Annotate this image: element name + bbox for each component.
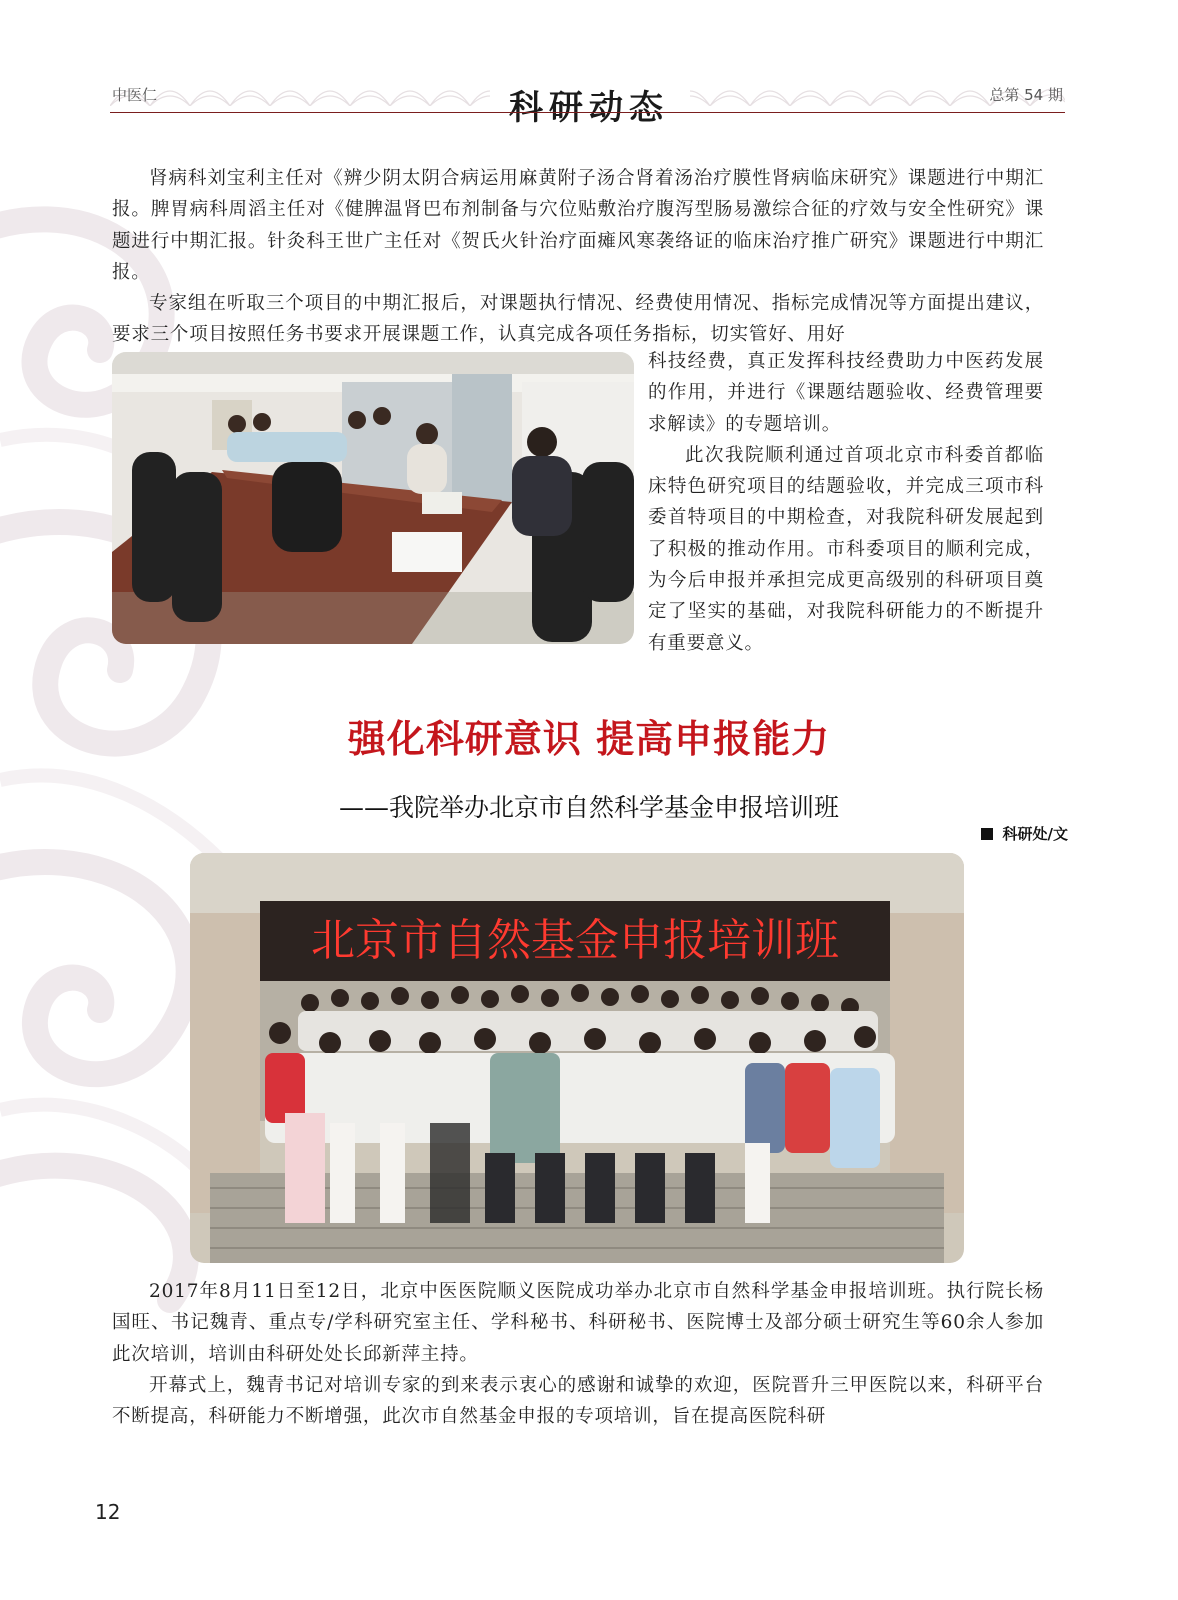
page-number: 12 — [95, 1500, 121, 1524]
paragraph: 专家组在听取三个项目的中期汇报后，对课题执行情况、经费使用情况、指标完成情况等方面提出建议，要求三个项目按照任务书要求开展课题工作，认真完成各项任务指标，切实管好、用好 — [112, 293, 1044, 346]
paragraph: 2017年8月11日至12日，北京中医医院顺义医院成功举办北京市自然科学基金申报培训班。执行院长杨国旺、书记魏青、重点专/学科研究室主任、学科秘书、科研秘书、医院博士及部分硕士研究生等60余人参加此次培训，培训由科研处处长邱新萍主持。 — [112, 1281, 1044, 1365]
header-divider — [110, 112, 1065, 113]
journal-name: 中医仁 — [112, 86, 158, 104]
byline-text: 科研处/文 — [1002, 825, 1068, 843]
paragraph: 开幕式上，魏青书记对培训专家的到来表示衷心的感谢和诚挚的欢迎，医院晋升三甲医院以来，科研平台不断提高，科研能力不断增强，此次市自然基金申报的专项培训，旨在提高医院科研 — [112, 1374, 1044, 1428]
banner-text: 北京市自然基金申报培训班 — [311, 915, 839, 966]
article-byline — [981, 823, 1068, 844]
issue-number: 总第 54 期 — [989, 86, 1063, 104]
square-bullet-icon — [981, 828, 993, 840]
article-title: 强化科研意识 提高申报能力 — [347, 717, 831, 761]
paragraph: 此次我院顺利通过首项北京市科委首都临床特色研究项目的结题验收，并完成三项市科委首特项目的中期检查，对我院科研发展起到了积极的推动作用。市科委项目的顺利完成，为今后申报并承担完成更高级别的科研项目奠定了坚实的基础，对我院科研能力的不断提升有重要意义。 — [648, 444, 1044, 654]
meeting-photo — [112, 352, 634, 644]
article-subtitle: ——我院举办北京市自然科学基金申报培训班 — [338, 793, 839, 822]
paragraph: 科技经费，真正发挥科技经费助力中医药发展的作用，并进行《课题结题验收、经费管理要求解读》的专题培训。 — [648, 351, 1044, 435]
section-title: 科研动态 — [509, 88, 669, 128]
section1-body — [112, 163, 1044, 351]
section1-side-text — [648, 346, 1044, 659]
article-body — [112, 1276, 1044, 1432]
paragraph: 肾病科刘宝利主任对《辨少阴太阴合病运用麻黄附子汤合肾着汤治疗膜性肾病临床研究》课题进行中期汇报。脾胃病科周滔主任对《健脾温肾巴布剂制备与穴位贴敷治疗腹泻型肠易激综合征的疗效与安全性研究》课题进行中期汇报。针灸科王世广主任对《贺氏火针治疗面瘫风寒袭络证的临床治疗推广研究》课题进行中期汇报。 — [112, 168, 1044, 283]
group-photo — [190, 853, 964, 1263]
